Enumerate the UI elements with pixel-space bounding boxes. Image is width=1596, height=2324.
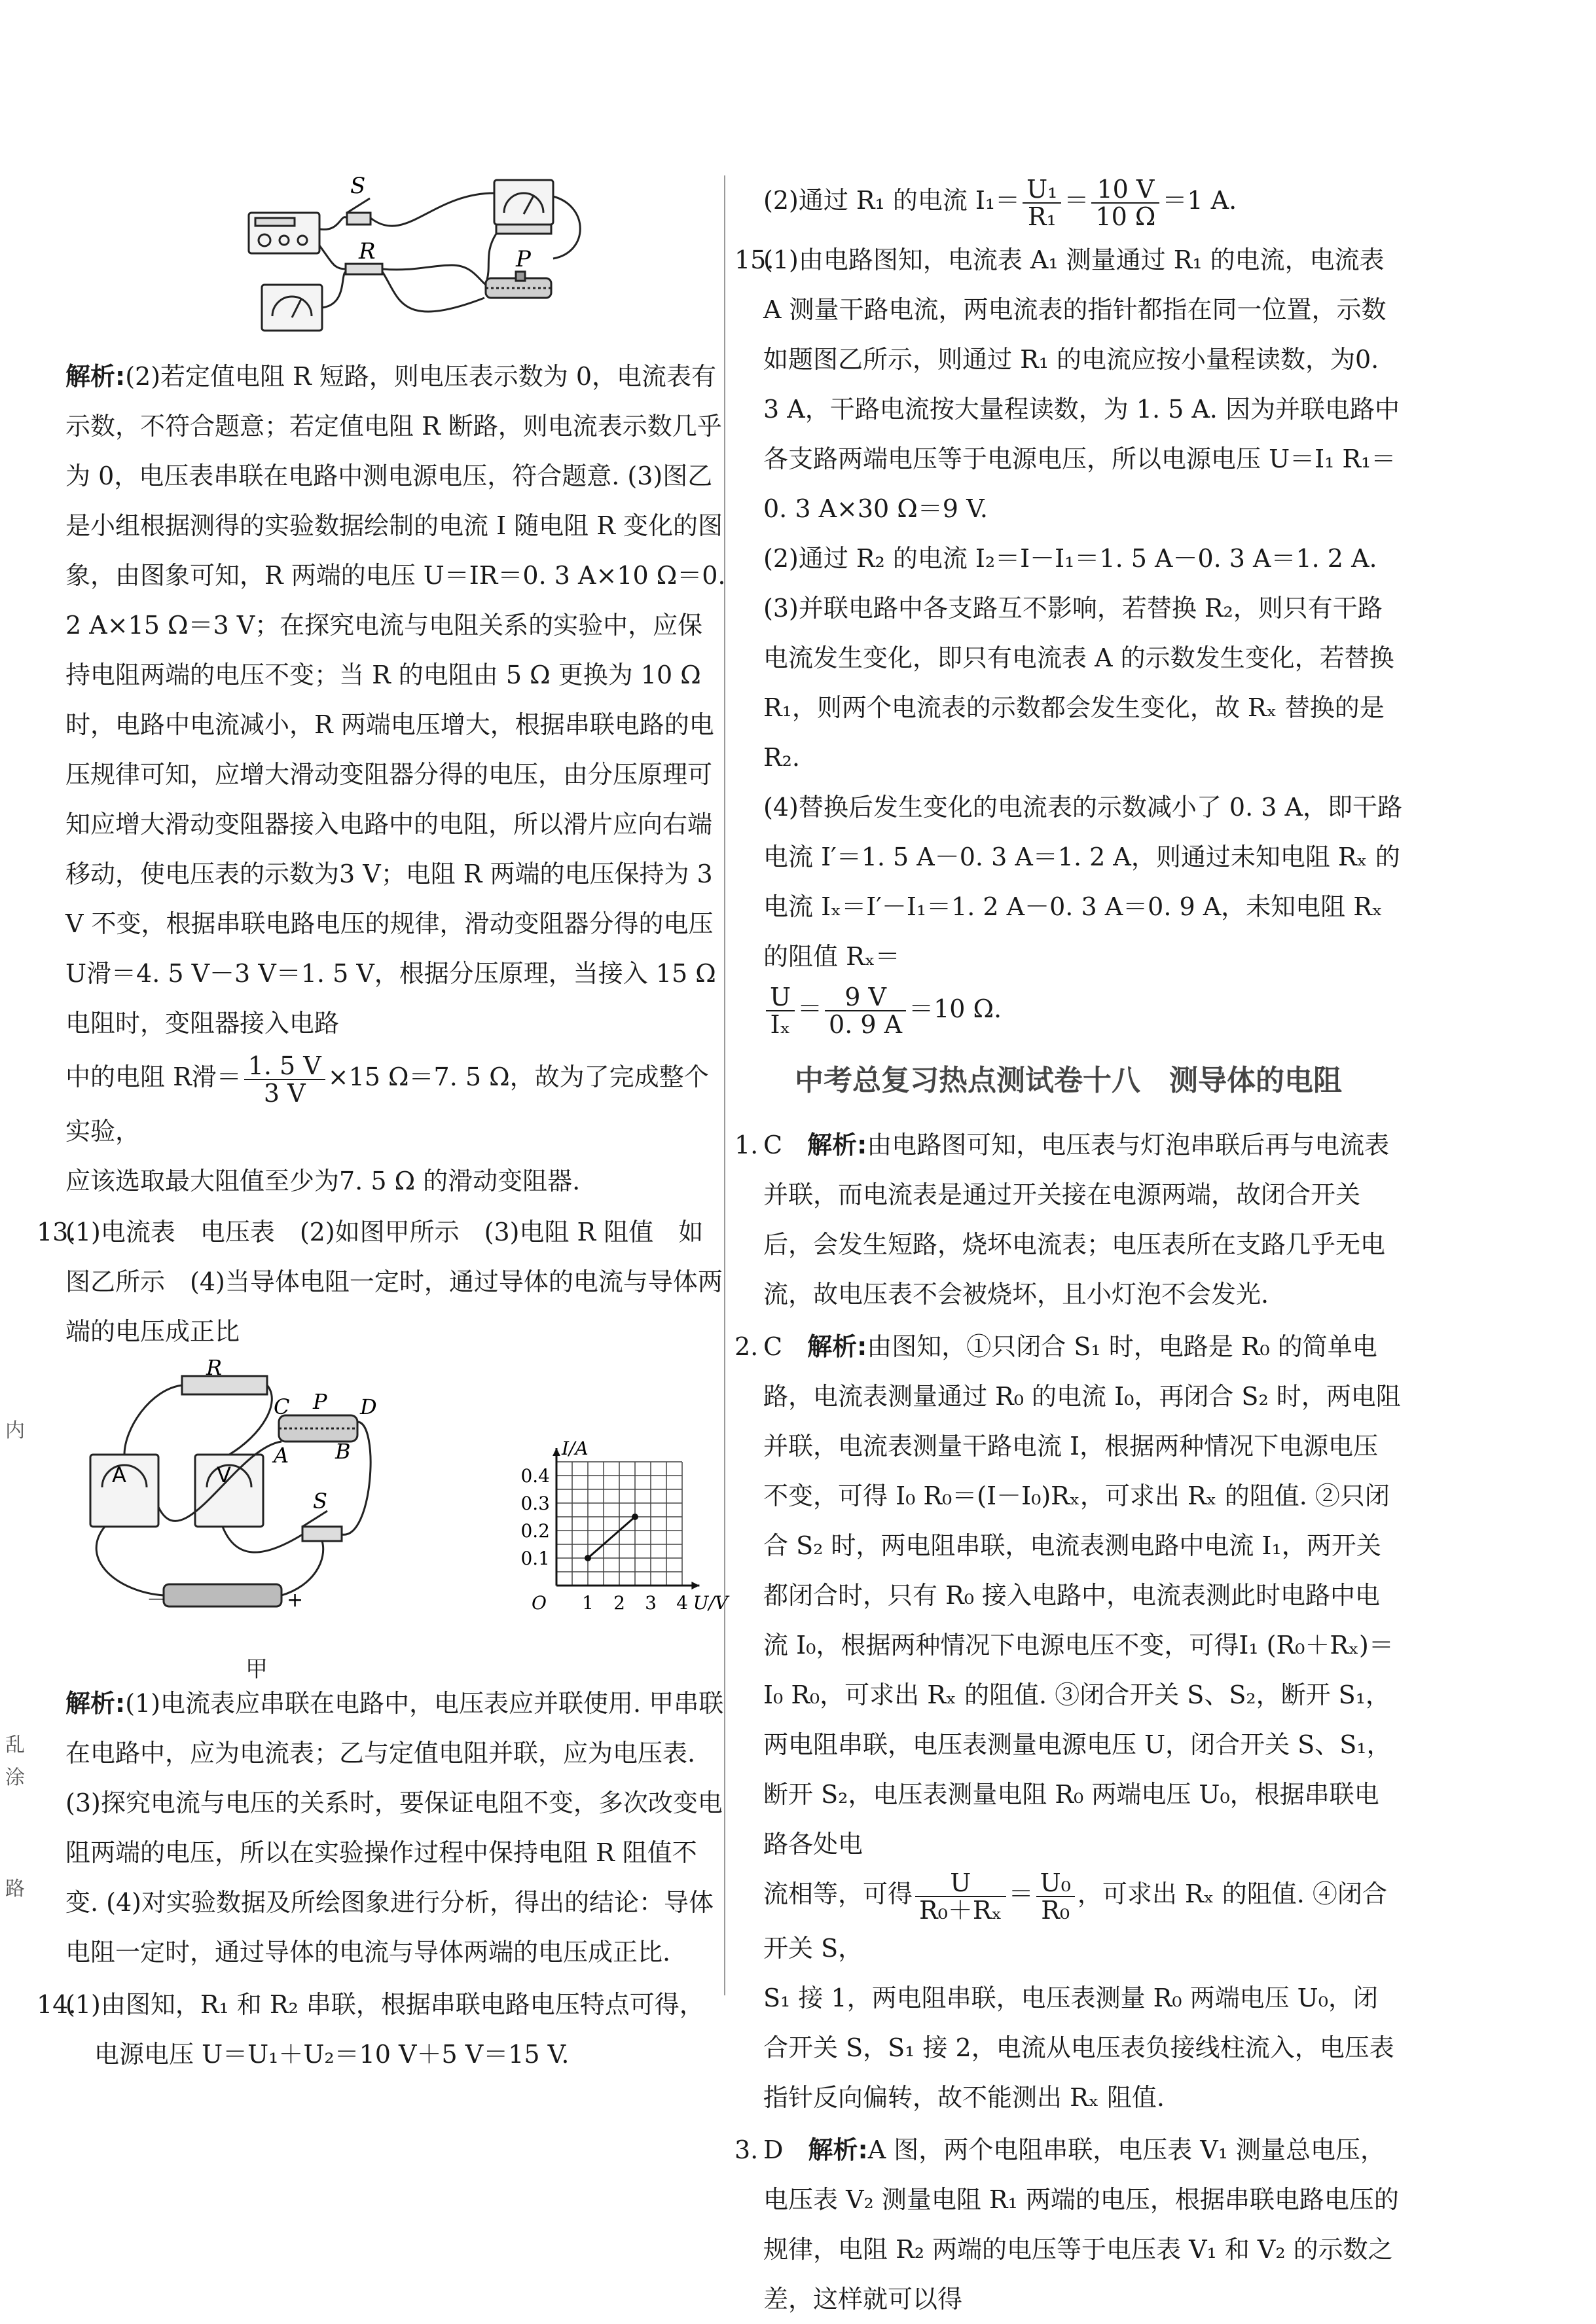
fraction <box>915 1870 1006 1923</box>
label-R: R <box>359 238 376 264</box>
current-voltage-graph <box>504 1363 729 1638</box>
q15-part1-text: (1)由电路图知，电流表 A₁ 测量通过 R₁ 的电流，电流表 A 测量干路电流，两电流表的指针都指在同一位置，示数如题图乙所示，则通过 R₁ 的电流应按小量程读数，为0. 3 A，干路电流按大量程读数，为 1. 5 A. 因为并联电路中各支路两端电压等于电源电压，所以电源电压 U＝I₁ R₁＝0. 3 A×30 Ω＝9 V. <box>763 245 1400 523</box>
analysis-keyword: 解析: <box>65 362 126 391</box>
q14-part2-post: ＝1 A. <box>1162 186 1237 215</box>
left-column <box>37 0 729 2079</box>
fraction-denominator: R₁ <box>1027 202 1057 231</box>
data-point <box>585 1555 591 1561</box>
question-number: 2. <box>735 1332 759 1361</box>
answer-choice: C <box>763 1131 783 1159</box>
margin-mark: 乱 <box>5 1734 25 1756</box>
q12-frac-pre: 中的电阻 R滑＝ <box>65 1062 242 1091</box>
fraction-denominator: 0. 9 A <box>829 1010 903 1039</box>
question-number: 3. <box>735 2135 759 2164</box>
fraction <box>825 984 906 1038</box>
label-S: S <box>313 1488 327 1514</box>
data-point <box>632 1514 638 1520</box>
q13-answer-text: (1)电流表 电压表 (2)如图甲所示 (3)电阻 R 阻值 如图乙所示 (4)当导体电阻一定时，通过导体的电流与导体两端的电压成正比 <box>65 1217 723 1346</box>
x-axis-label: U/V <box>693 1591 729 1614</box>
x-tick-label: 3 <box>645 1591 657 1614</box>
q14-part2: (2)通过 R₁ 的电流 I₁＝ $\frac{\text{U₁}}{\text{R₁}}$ ＝ $\frac{10 V}{10 \Omega}$ ＝1 A. <box>763 174 1237 231</box>
fraction <box>1036 1870 1075 1923</box>
analysis-keyword: 解析: <box>807 1332 867 1361</box>
fraction <box>1023 176 1061 230</box>
margin-mark: 内 <box>5 1419 25 1442</box>
origin-label: O <box>532 1591 547 1614</box>
q15-final-result: ＝10 Ω. <box>909 994 1002 1023</box>
label-B: B <box>335 1438 351 1464</box>
label-D: D <box>360 1394 377 1419</box>
answer-2-text: 由图知，①只闭合 S₁ 时，电路是 R₀ 的简单电路，电流表测量通过 R₀ 的电流 I₀，再闭合 S₂ 时，两电阻并联，电流表测量干路电流 I，根据两种情况下电源电压不变，可得 I₀ R₀＝(I－I₀)Rₓ，可求出 Rₓ 的阻值. ②只闭合 S₂ 时，两电阻串联，电流表测电路中电流 I₁，两开关都闭合时，只有 R₀ 接入电路中，电流表测此时电路中电流 I₀，根据两种情况下电源电压不变，可得I₁ (R₀＋Rₓ)＝I₀ R₀，可求出 Rₓ 的阻值. ③闭合开关 S、S₂，断开 S₁，两电阻串联，电压表测量电源电压 U，闭合开关 S、S₁，断开 S₂，电压表测量电阻 R₀ 两端电压 U₀，根据串联电路各处电 <box>763 1332 1401 1859</box>
x-tick-label: 1 <box>582 1591 594 1614</box>
answer-choice: C <box>763 1332 783 1361</box>
fraction <box>1091 176 1159 230</box>
q15-final-fraction: $\frac{U}{\text{Iₓ}}$ ＝ $\frac{9 V}{0. 9 A}$ ＝10 Ω. <box>735 984 1402 1038</box>
question-number: 13. <box>37 1217 77 1246</box>
section-title: 中考总复习热点测试卷十八 测导体的电阻 <box>795 1064 1342 1097</box>
label-R: R <box>206 1354 223 1380</box>
answer-2-frac-post: ，可求出 Rₓ 的阻值. ④闭合开关 S， <box>763 1879 1387 1963</box>
label-P: P <box>516 246 531 272</box>
x-tick-label: 4 <box>676 1591 688 1614</box>
x-axis-arrow <box>691 1582 699 1589</box>
fraction-numerator: 10 V <box>1091 176 1159 204</box>
analysis-keyword: 解析: <box>807 1131 867 1159</box>
fraction-numerator: U₀ <box>1036 1870 1075 1897</box>
fraction-denominator: 3 V <box>263 1078 306 1108</box>
fraction-denominator: R₀＋Rₓ <box>919 1895 1002 1925</box>
answer-2 <box>735 1322 1402 1869</box>
q14-text: (1)由图知，R₁ 和 R₂ 串联，根据串联电路电压特点可得， <box>65 1989 704 2019</box>
q15-part3: (3)并联电路中各支路互不影响，若替换 R₂，则只有干路电流发生变化，即只有电流表 A 的示数发生变化，若替换 R₁，则两个电流表的示数都会发生变化，故 Rₓ 替换的是 R₂. <box>763 593 1394 772</box>
answer-2-fraction-line: 流相等，可得 $\frac{U}{\text{R₀＋Rₓ}}$ ＝ $\frac{\text{U₀}}{\text{R₀}}$ ，可求出 Rₓ 的阻值. ④闭合开关 S， <box>763 1868 1387 1963</box>
label-P: P <box>313 1389 327 1414</box>
question-number: 15. <box>735 245 774 274</box>
fraction-numerator: U₁ <box>1023 176 1061 204</box>
y-axis-arrow <box>553 1448 560 1456</box>
figure-row <box>65 1354 729 1682</box>
answer-3-text: A 图，两个电阻串联，电压表 V₁ 测量总电压，电压表 V₂ 测量电阻 R₁ 两端的电压，根据串联电路电压的规律，电阻 R₂ 两端的电压等于电压表 V₁ 和 V₂ 的示数之差，这样就可以得 <box>763 2135 1399 2314</box>
question-number: 14. <box>37 1989 77 2019</box>
y-tick-label: 0.1 <box>520 1547 550 1569</box>
fraction-numerator: 1. 5 V <box>244 1053 325 1080</box>
fraction-denominator: 10 Ω <box>1095 202 1156 231</box>
circuit-sketch-jia <box>65 1354 498 1638</box>
answer-2-text-continued: S₁ 接 1，两电阻串联，电压表测量 R₀ 两端电压 U₀，闭合开关 S，S₁ 接 2，电流从电压表负接线柱流入，电压表指针反向偏转，故不能测出 Rₓ 阻值. <box>763 1983 1394 2112</box>
margin-mark: 涂 <box>5 1766 25 1789</box>
fraction <box>244 1053 325 1106</box>
answer-choice: D <box>763 2135 784 2164</box>
fraction <box>766 984 795 1038</box>
q12-conclusion: 应该选取最大阻值至少为7. 5 Ω 的滑动变阻器. <box>65 1166 581 1195</box>
label-S: S <box>350 173 366 199</box>
fraction-numerator: 9 V <box>825 984 906 1011</box>
ammeter-letter: A <box>112 1462 126 1487</box>
margin-mark: 路 <box>5 1878 25 1900</box>
y-tick-label: 0.3 <box>520 1492 550 1514</box>
y-axis-label: I/A <box>562 1437 589 1459</box>
q14-part2-pre: (2)通过 R₁ 的电流 I₁＝ <box>763 186 1021 215</box>
label-C: C <box>274 1394 290 1419</box>
q15-part1 <box>735 235 1402 534</box>
analysis-keyword: 解析: <box>65 1688 126 1718</box>
y-tick-label: 0.2 <box>520 1519 550 1542</box>
label-A: A <box>274 1442 289 1468</box>
label-minus: － <box>147 1588 166 1612</box>
figure-caption-jia: 甲 <box>245 1656 268 1682</box>
fraction-numerator: U <box>766 984 795 1011</box>
answer-2-frac-pre: 流相等，可得 <box>763 1879 913 1908</box>
voltmeter-letter: V <box>217 1462 231 1487</box>
answer-1 <box>735 1120 1402 1319</box>
q13-analysis-text: (1)电流表应串联在电路中，电压表应并联使用. 甲串联在电路中，应为电流表；乙与定值电阻并联，应为电压表. (3)探究电流与电压的关系时，要保证电阻不变，多次改变电阻两端的电压，所以在实验操作过程中保持电阻 R 阻值不变. (4)对实验数据及所绘图象进行分析，得出的结论：导体电阻一定时，通过导体的电流与导体两端的电压成正比. <box>65 1688 724 1967</box>
q13-answer <box>37 1207 727 1356</box>
question-number: 1. <box>735 1131 759 1159</box>
q15-part2: (2)通过 R₂ 的电流 I₂＝I－I₁＝1. 5 A－0. 3 A＝1. 2 A. <box>763 543 1377 573</box>
q14-answer <box>37 1980 727 2029</box>
q14-equation: 电源电压 U＝U₁＋U₂＝10 V＋5 V＝15 V. <box>94 2039 570 2069</box>
analysis-keyword: 解析: <box>808 2135 868 2164</box>
fraction-denominator: Iₓ <box>770 1010 791 1039</box>
q12-analysis-text: (2)若定值电阻 R 短路，则电压表示数为 0，电流表有示数，不符合题意；若定值电阻 R 断路，则电流表示数几乎为 0，电压表串联在电路中测电源电压，符合题意. (3)图乙是小组根据测得的实验数据绘制的电流 I 随电阻 R 变化的图象，由图象可知，R 两端的电压 U＝IR＝0. 3 A×10 Ω＝0. 2 A×15 Ω＝3 V；在探究电流与电阻关系的实验中，应保持电阻两端的电压不变；当 R 的电阻由 5 Ω 更换为 10 Ω 时，电路中电流减小，R 两端电压增大，根据串联电路的电压规律可知，应增大滑动变阻器分得的电压，由分压原理可知应增大滑动变阻器接入电路中的电阻，所以滑片应向右端移动，使电压表的示数为3 V；电阻 R 两端的电压保持为 3 V 不变，根据串联电路电压的规律，滑动变阻器分得的电压 U滑＝4. 5 V－3 V＝1. 5 V，根据分压原理，当接入 15 Ω 电阻时，变阻器接入电路 <box>65 362 726 1038</box>
q13-analysis <box>65 1679 727 1977</box>
circuit-sketch-1 <box>236 167 602 344</box>
q15-part4: (4)替换后发生变化的电流表的示数减小了 0. 3 A，即干路电流 I′＝1. 5 A－0. 3 A＝1. 2 A，则通过未知电阻 Rₓ 的电流 Iₓ＝I′－I₁＝1. 2 A－0. 3 A＝0. 9 A，未知电阻 Rₓ 的阻值 Rₓ＝ <box>763 792 1402 971</box>
answer-1-text: 由电路图可知，电压表与灯泡串联后再与电流表并联，而电流表是通过开关接在电源两端，故闭合开关后，会发生短路，烧坏电流表；电压表所在支路几乎无电流，故电压表不会被烧坏，且小灯泡不会发光. <box>763 1131 1390 1309</box>
label-plus: + <box>287 1588 304 1612</box>
fraction-denominator: R₀ <box>1041 1895 1070 1925</box>
series-line <box>588 1517 635 1558</box>
q12-frac-post: ×15 Ω＝7. 5 Ω，故为了完成整个实验， <box>65 1062 709 1146</box>
circuit-figure-1 <box>236 167 602 344</box>
answer-3 <box>735 2125 1402 2324</box>
q12-analysis <box>65 352 727 1048</box>
right-column <box>735 0 1402 2324</box>
fraction-numerator: U <box>915 1870 1006 1897</box>
x-tick-label: 2 <box>613 1591 625 1614</box>
y-tick-label: 0.4 <box>520 1464 550 1487</box>
q12-fraction-line <box>65 1052 727 1156</box>
